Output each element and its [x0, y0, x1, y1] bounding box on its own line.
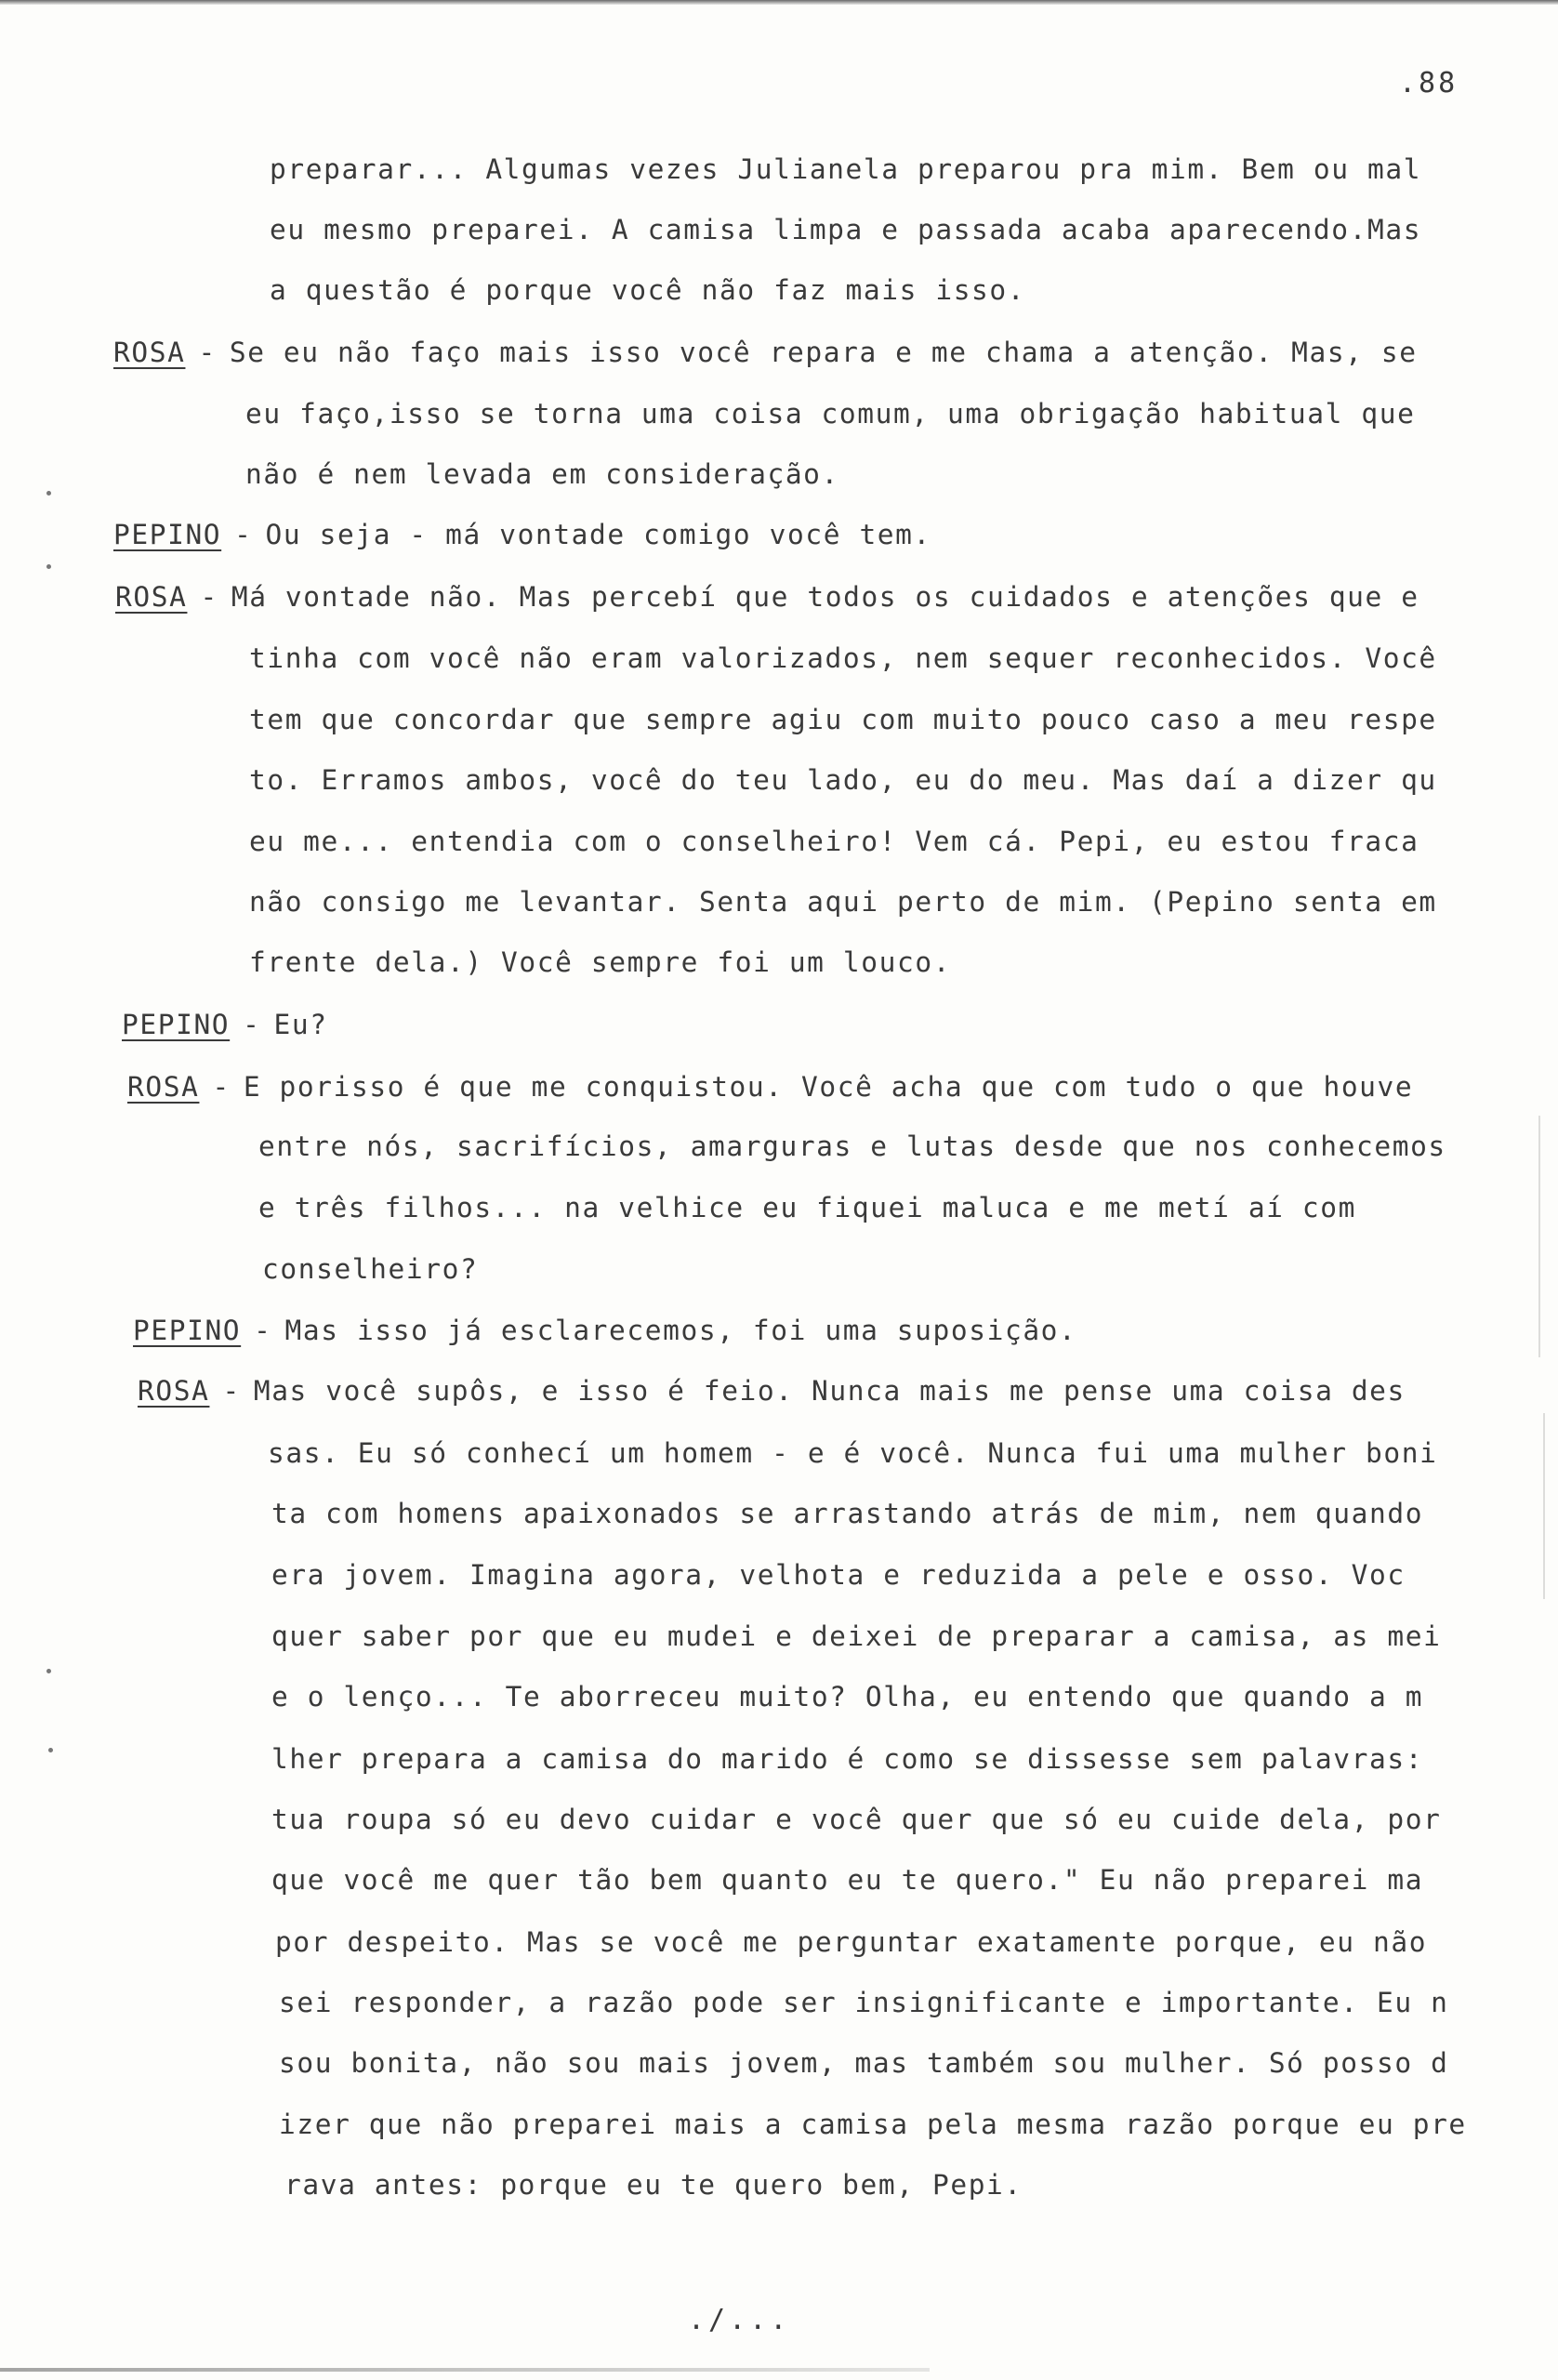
- script-line: [115, 579, 1419, 615]
- speaker-name: PEPINO: [122, 1009, 231, 1040]
- speaker-name: ROSA: [113, 337, 186, 368]
- speaker-name: PEPINO: [133, 1315, 242, 1346]
- script-line: [245, 456, 839, 492]
- script-line: [249, 762, 1437, 798]
- page-number: .88: [1399, 67, 1459, 99]
- line-text: e três filhos... na velhice eu fiquei maluca e me metí aí com: [258, 1192, 1356, 1223]
- script-line: [271, 1802, 1441, 1837]
- line-text: E porisso é que me conquistou. Você acha que com tudo o que houve: [243, 1071, 1414, 1103]
- line-text: era jovem. Imagina agora, velhota e reduzida a pele e osso. Voc: [271, 1559, 1406, 1591]
- speaker-name: ROSA: [115, 581, 188, 613]
- line-text: tinha com você não eram valorizados, nem sequer reconhecidos. Você: [249, 642, 1437, 674]
- speaker-dash: -: [200, 581, 218, 613]
- script-line: [258, 1129, 1446, 1164]
- line-text: eu mesmo preparei. A camisa limpa e passada acaba aparecendo.Mas: [270, 214, 1422, 245]
- speaker-name: ROSA: [127, 1071, 200, 1103]
- line-text: lher prepara a camisa do marido é como se dissesse sem palavras:: [271, 1743, 1424, 1775]
- script-line: [270, 152, 1421, 187]
- script-line: [275, 1924, 1427, 1960]
- line-text: sas. Eu só conhecí um homem - e é você. Nunca fui uma mulher boni: [268, 1437, 1438, 1469]
- script-line: [270, 212, 1421, 247]
- line-text: sei responder, a razão pode ser insignificante e importante. Eu n: [279, 1987, 1449, 2018]
- line-text: sou bonita, não sou mais jovem, mas também sou mulher. Só posso d: [279, 2047, 1449, 2079]
- line-text: Mas isso já esclarecemos, foi uma suposição.: [284, 1315, 1077, 1346]
- script-line: [279, 1985, 1448, 2020]
- line-text: quer saber por que eu mudei e deixei de preparar a camisa, as mei: [271, 1620, 1442, 1652]
- speaker-dash: -: [212, 1071, 231, 1103]
- script-line: [271, 1741, 1423, 1777]
- script-line: [113, 335, 1418, 370]
- script-line: [249, 824, 1419, 859]
- line-text: Eu?: [273, 1009, 328, 1040]
- script-line: [138, 1373, 1406, 1408]
- scan-speck: [46, 1669, 51, 1673]
- script-line: [258, 1190, 1356, 1225]
- continuation-mark: ./...: [688, 2304, 791, 2336]
- line-text: rava antes: porque eu te quero bem, Pepi.: [284, 2169, 1023, 2201]
- speaker-name: ROSA: [138, 1375, 210, 1407]
- script-line: [271, 1619, 1441, 1654]
- speaker-dash: -: [243, 1009, 261, 1040]
- line-text: conselheiro?: [262, 1253, 479, 1285]
- script-line: [268, 1435, 1437, 1471]
- script-line: [249, 641, 1437, 676]
- speaker-dash: -: [222, 1375, 241, 1407]
- speaker-name: PEPINO: [113, 519, 222, 550]
- page-bottom-edge: [0, 2368, 930, 2372]
- line-text: e o lenço... Te aborreceu muito? Olha, eu entendo que quando a m: [271, 1681, 1424, 1712]
- line-text: tua roupa só eu devo cuidar e você quer que só eu cuide dela, por: [271, 1804, 1442, 1835]
- speaker-dash: -: [198, 337, 217, 368]
- scan-speck: [46, 491, 51, 496]
- script-line: [271, 1496, 1423, 1531]
- line-text: frente dela.) Você sempre foi um louco.: [249, 946, 952, 978]
- scan-speck: [46, 564, 51, 569]
- script-line: [262, 1251, 478, 1287]
- script-line: [271, 1557, 1406, 1593]
- line-text: não consigo me levantar. Senta aqui perto de mim. (Pepino senta em: [249, 886, 1437, 918]
- line-text: Se eu não faço mais isso você repara e me chama a atenção. Mas, se: [229, 337, 1418, 368]
- line-text: Ou seja - má vontade comigo você tem.: [265, 519, 931, 550]
- line-text: ta com homens apaixonados se arrastando atrás de mim, nem quando: [271, 1498, 1424, 1529]
- speaker-dash: -: [234, 519, 253, 550]
- script-line: [127, 1069, 1413, 1104]
- line-text: eu me... entendia com o conselheiro! Vem cá. Pepi, eu estou fraca: [249, 826, 1419, 857]
- script-line: [271, 1679, 1423, 1714]
- line-text: izer que não preparei mais a camisa pela mesma razão porque eu pre: [279, 2109, 1467, 2140]
- script-line: [271, 1862, 1423, 1897]
- script-line: [249, 702, 1437, 737]
- script-line: [249, 884, 1437, 919]
- line-text: que você me quer tão bem quanto eu te quero." Eu não preparei ma: [271, 1864, 1424, 1896]
- script-line: [249, 945, 951, 980]
- script-line: [279, 2045, 1448, 2081]
- scan-mark: [1543, 1413, 1545, 1599]
- line-text: Má vontade não. Mas percebí que todos os cuidados e atenções que e: [231, 581, 1419, 613]
- script-line: [284, 2167, 1023, 2202]
- line-text: Mas você supôs, e isso é feio. Nunca mais me pense uma coisa des: [253, 1375, 1406, 1407]
- speaker-dash: -: [254, 1315, 272, 1346]
- line-text: entre nós, sacrifícios, amarguras e lutas desde que nos conhecemos: [258, 1130, 1446, 1162]
- line-text: a questão é porque você não faz mais isso.: [270, 274, 1026, 306]
- line-text: por despeito. Mas se você me perguntar exatamente porque, eu não: [275, 1926, 1428, 1958]
- script-line: [270, 272, 1025, 308]
- scan-mark: [1538, 1116, 1540, 1357]
- script-line: [122, 1007, 328, 1042]
- line-text: tem que concordar que sempre agiu com muito pouco caso a meu respe: [249, 704, 1437, 735]
- scan-speck: [48, 1748, 53, 1752]
- line-text: eu faço,isso se torna uma coisa comum, uma obrigação habitual que: [245, 398, 1416, 430]
- line-text: to. Erramos ambos, você do teu lado, eu do meu. Mas daí a dizer qu: [249, 764, 1437, 796]
- script-line: [113, 517, 931, 552]
- line-text: não é nem levada em consideração.: [245, 458, 839, 490]
- line-text: preparar... Algumas vezes Julianela preparou pra mim. Bem ou mal: [270, 153, 1422, 185]
- script-line: [279, 2107, 1467, 2142]
- script-line: [245, 396, 1415, 431]
- script-line: [133, 1313, 1076, 1348]
